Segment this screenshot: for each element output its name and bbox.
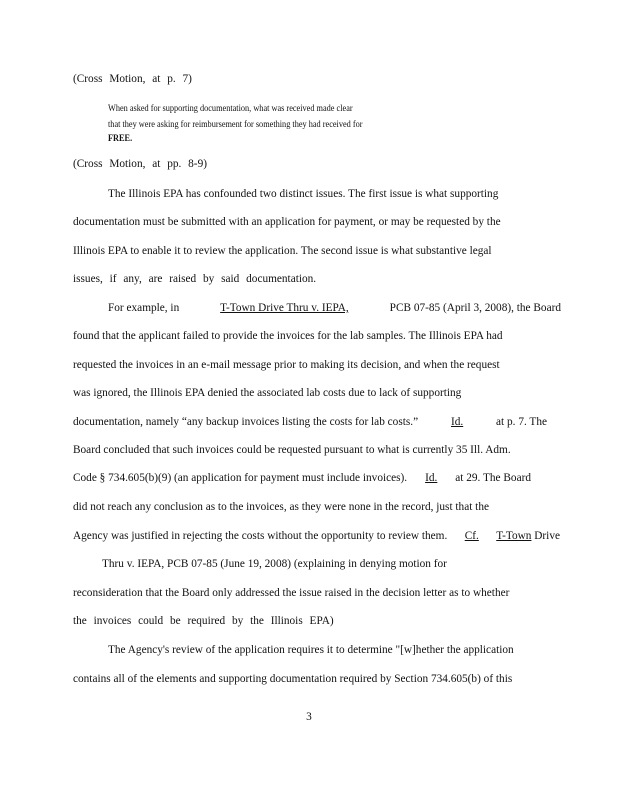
paragraph-line: contains all of the elements and supporting documentation required by Section 734.605(b) of this bbox=[73, 673, 513, 685]
paragraph-line: issues, if any, are raised by said documentation. bbox=[73, 273, 317, 285]
paragraph-line: reconsideration that the Board only addressed the issue raised in the decision letter as to whether bbox=[73, 587, 510, 599]
paragraph-line: was ignored, the Illinois EPA denied the associated lab costs due to lack of supporting bbox=[73, 387, 462, 399]
case-citation: T-Town Drive Thru v. IEPA, bbox=[220, 302, 349, 314]
paragraph-line bbox=[73, 471, 531, 485]
paragraph-line: the invoices could be required by the Illinois EPA) bbox=[73, 615, 334, 627]
paragraph-line: Board concluded that such invoices could be requested pursuant to what is currently 35 Ill. Adm. bbox=[73, 444, 511, 456]
paragraph-line: documentation must be submitted with an application for payment, or may be requested by the bbox=[73, 216, 501, 228]
paragraph-line: The Illinois EPA has confounded two distinct issues. The first issue is what supporting bbox=[108, 188, 499, 200]
paragraph-line: Thru v. IEPA, PCB 07-85 (June 19, 2008) (explaining in denying motion for bbox=[102, 558, 447, 570]
block-quote-line: FREE. bbox=[108, 133, 133, 143]
case-citation-segment bbox=[496, 529, 560, 543]
text-segment: at p. 7. The bbox=[496, 416, 547, 428]
case-citation: T-Town bbox=[496, 530, 532, 542]
citation-cross-motion-p7: (Cross Motion, at p. 7) bbox=[73, 73, 192, 85]
id-citation: Id. bbox=[450, 416, 464, 428]
text-segment: Drive bbox=[534, 530, 560, 542]
text-segment: PCB 07-85 (April 3, 2008), the Board bbox=[389, 302, 561, 314]
cf-signal: Cf. bbox=[464, 530, 479, 542]
paragraph-line bbox=[73, 415, 547, 429]
block-quote-line: When asked for supporting documentation, what was received made clear bbox=[108, 103, 353, 113]
text-segment: Code § 734.605(b)(9) (an application for payment must include invoices). bbox=[73, 472, 408, 484]
id-citation: Id. bbox=[425, 472, 438, 484]
text-segment: documentation, namely “any backup invoices listing the costs for lab costs.” bbox=[73, 416, 419, 428]
text-segment: For example, in bbox=[108, 302, 180, 314]
text-segment: Agency was justified in rejecting the costs without the opportunity to review them. bbox=[73, 530, 448, 542]
paragraph-line: requested the invoices in an e-mail message prior to making its decision, and when the request bbox=[73, 359, 500, 371]
page-number: 3 bbox=[306, 711, 312, 723]
paragraph-line: found that the applicant failed to provide the invoices for the lab samples. The Illinois EPA had bbox=[73, 330, 503, 342]
block-quote-line: that they were asking for reimbursement for something they had received for bbox=[108, 119, 363, 129]
paragraph-line bbox=[108, 301, 561, 315]
paragraph-line bbox=[73, 529, 560, 543]
paragraph-line: Illinois EPA to enable it to review the application. The second issue is what substantive legal bbox=[73, 245, 492, 257]
text-segment: at 29. The Board bbox=[455, 472, 531, 484]
paragraph-line: The Agency's review of the application requires it to determine "[w]hether the application bbox=[108, 644, 514, 656]
paragraph-line: did not reach any conclusion as to the invoices, as they were none in the record, just that the bbox=[73, 501, 489, 513]
citation-cross-motion-pp8-9: (Cross Motion, at pp. 8-9) bbox=[73, 158, 207, 170]
